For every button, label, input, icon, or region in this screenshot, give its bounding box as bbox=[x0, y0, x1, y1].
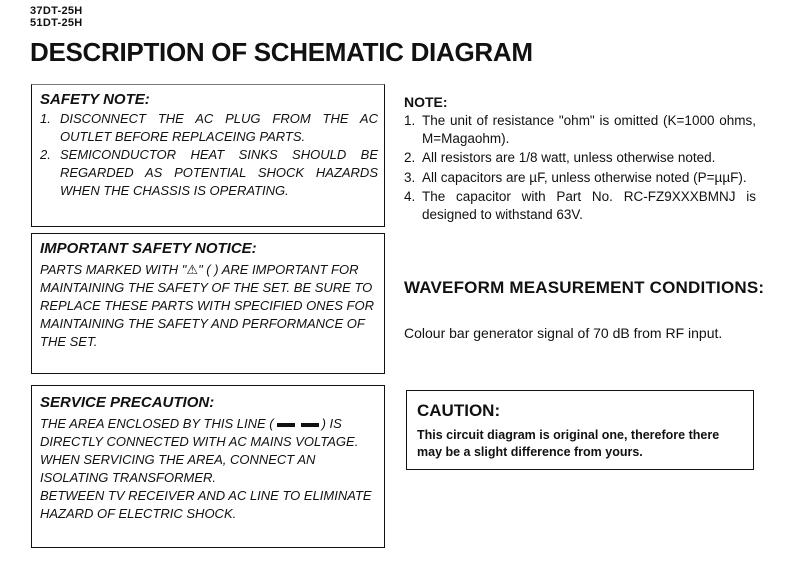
model-number: 51DT-25H bbox=[30, 17, 83, 29]
safety-note-box bbox=[31, 84, 385, 227]
list-item: 1. The unit of resistance "ohm" is omitted (K=1000 ohms, M=Magaohm). bbox=[404, 113, 756, 146]
enclosure-line-icon bbox=[301, 423, 319, 427]
list-item: 4. The capacitor with Part No. RC-FZ9XXXBMNJ is designed to withstand 63V. bbox=[404, 189, 756, 222]
list-item bbox=[40, 146, 378, 200]
warning-triangle-icon: ⚠ bbox=[186, 262, 199, 277]
enclosure-line-icon bbox=[277, 423, 295, 427]
important-notice-heading: IMPORTANT SAFETY NOTICE: bbox=[40, 240, 257, 257]
item-text: SEMICONDUCTOR HEAT SINKS SHOULD BE REGARDED AS POTENTIAL SHOCK HAZARDS WHEN THE CHASSIS IS OPERATING. bbox=[60, 147, 378, 198]
waveform-heading: WAVEFORM MEASUREMENT CONDITIONS: bbox=[404, 278, 765, 297]
item-number: 2. bbox=[40, 147, 51, 162]
note-heading: NOTE: bbox=[404, 94, 448, 110]
list-item bbox=[40, 110, 378, 146]
waveform-text: Colour bar generator signal of 70 dB from RF input. bbox=[404, 325, 723, 341]
caution-heading: CAUTION: bbox=[417, 401, 501, 420]
important-safety-notice-box bbox=[31, 233, 385, 374]
service-precaution-box bbox=[31, 385, 385, 548]
caution-text: This circuit diagram is original one, therefore there may be a slight difference from yours. bbox=[417, 428, 720, 459]
list-item: 2. All resistors are 1/8 watt, unless otherwise noted. bbox=[404, 150, 716, 165]
service-precaution-heading: SERVICE PRECAUTION: bbox=[40, 394, 215, 411]
page-title: DESCRIPTION OF SCHEMATIC DIAGRAM bbox=[30, 37, 533, 67]
item-text: DISCONNECT THE AC PLUG FROM THE AC OUTLET BEFORE REPLACEING PARTS. bbox=[60, 111, 378, 144]
safety-note-heading: SAFETY NOTE: bbox=[40, 91, 150, 108]
important-notice-text: PARTS MARKED WITH "⚠" ( ) ARE IMPORTANT FOR MAINTAINING THE SAFETY OF THE SET. BE SURE TO REPLACE THESE PARTS WITH SPECIFIED ONES FOR MAINTAINING THE SAFETY AND PERFORMANCE OF THE SET. bbox=[40, 262, 374, 349]
note-list bbox=[404, 112, 756, 225]
model-number: 37DT-25H bbox=[30, 5, 83, 17]
service-precaution-text: THE AREA ENCLOSED BY THIS LINE ( ) IS DIRECTLY CONNECTED WITH AC MAINS VOLTAGE. WHEN SERVICING THE AREA, CONNECT AN ISOLATING TRANSFORMER. BETWEEN TV RECEIVER AND AC LINE TO ELIMINATE HAZARD OF ELECTRIC SHOCK. bbox=[40, 416, 372, 521]
item-number: 1. bbox=[40, 111, 51, 126]
list-item: 3. All capacitors are µF, unless otherwise noted (P=µµF). bbox=[404, 169, 747, 185]
caution-box bbox=[406, 390, 754, 470]
